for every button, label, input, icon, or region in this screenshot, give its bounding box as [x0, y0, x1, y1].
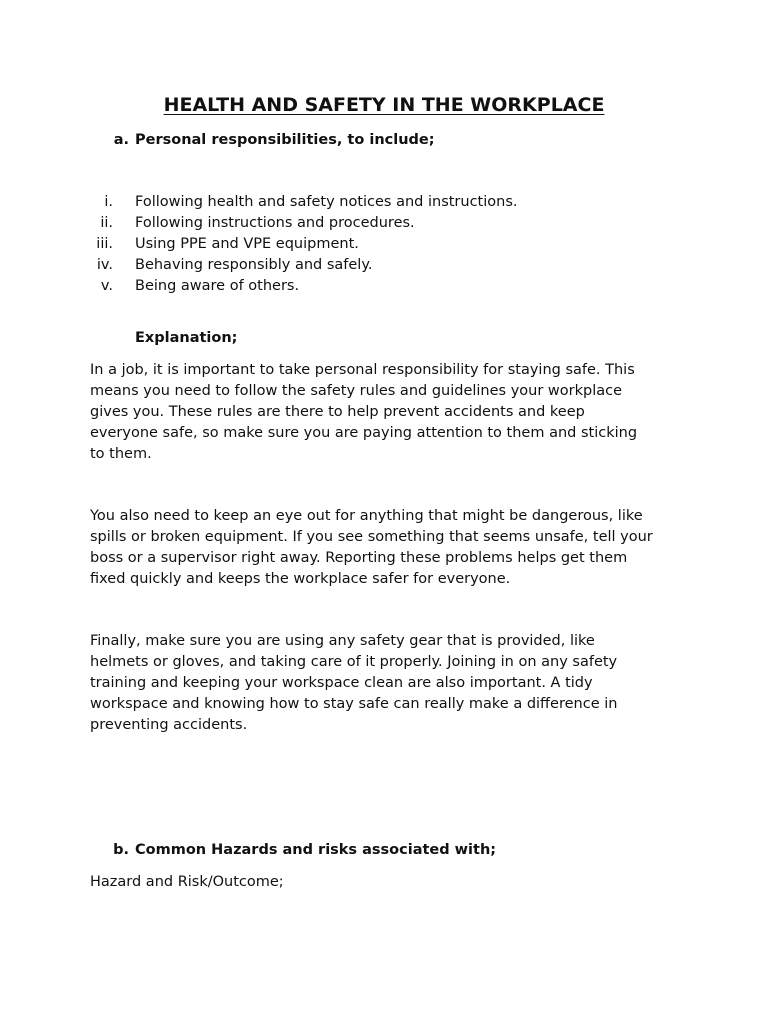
list-item-number: iii.: [96, 236, 113, 252]
explanation-paragraph-3: [90, 631, 690, 736]
paragraph-line: everyone safe, so make sure you are paying attention to them and sticking: [90, 425, 638, 441]
explanation-paragraph-1: [90, 360, 690, 465]
list-item-number: v.: [100, 278, 113, 294]
section-b-marker: b.: [113, 842, 129, 858]
list-item: [0, 276, 700, 297]
section-a-label: Personal responsibilities, to include;: [135, 132, 435, 148]
section-a-marker: a.: [113, 132, 129, 148]
list-item-text: Following instructions and procedures.: [135, 215, 415, 231]
paragraph-line: to them.: [90, 446, 152, 462]
list-item: [0, 255, 700, 276]
hazard-risk-text: [90, 872, 690, 893]
paragraph-line: boss or a supervisor right away. Reporting these problems helps get them: [90, 550, 628, 566]
list-item-number: i.: [104, 194, 113, 210]
paragraph-line: workspace and knowing how to stay safe can really make a difference in: [90, 696, 618, 712]
list-item: [0, 192, 700, 213]
list-item-text: Using PPE and VPE equipment.: [135, 236, 359, 252]
paragraph-line: helmets or gloves, and taking care of it properly. Joining in on any safety: [90, 654, 618, 670]
paragraph-line: You also need to keep an eye out for anything that might be dangerous, like: [90, 508, 643, 524]
paragraph-line: training and keeping your workspace clean are also important. A tidy: [90, 675, 593, 691]
responsibilities-list: [0, 192, 700, 297]
paragraph-line: fixed quickly and keeps the workplace safer for everyone.: [90, 571, 511, 587]
list-item-number: iv.: [96, 257, 113, 273]
explanation-heading: Explanation;: [135, 330, 238, 346]
list-item-text: Behaving responsibly and safely.: [135, 257, 373, 273]
list-item-text: Following health and safety notices and instructions.: [135, 194, 518, 210]
section-b-label: Common Hazards and risks associated with;: [135, 842, 497, 858]
explanation-paragraph-2: [90, 506, 690, 590]
paragraph-line: spills or broken equipment. If you see something that seems unsafe, tell your: [90, 529, 653, 545]
list-item: [0, 213, 700, 234]
paragraph-line: gives you. These rules are there to help prevent accidents and keep: [90, 404, 585, 420]
paragraph-line: Finally, make sure you are using any safety gear that is provided, like: [90, 633, 595, 649]
list-item-number: ii.: [100, 215, 113, 231]
paragraph-line: In a job, it is important to take personal responsibility for staying safe. This: [90, 362, 635, 378]
paragraph-line: means you need to follow the safety rules and guidelines your workplace: [90, 383, 623, 399]
page-title: HEALTH AND SAFETY IN THE WORKPLACE: [163, 94, 605, 116]
paragraph-line: preventing accidents.: [90, 717, 248, 733]
list-item: [0, 234, 700, 255]
list-item-text: Being aware of others.: [135, 278, 300, 294]
hazard-risk-label: Hazard and Risk/Outcome;: [90, 874, 284, 890]
